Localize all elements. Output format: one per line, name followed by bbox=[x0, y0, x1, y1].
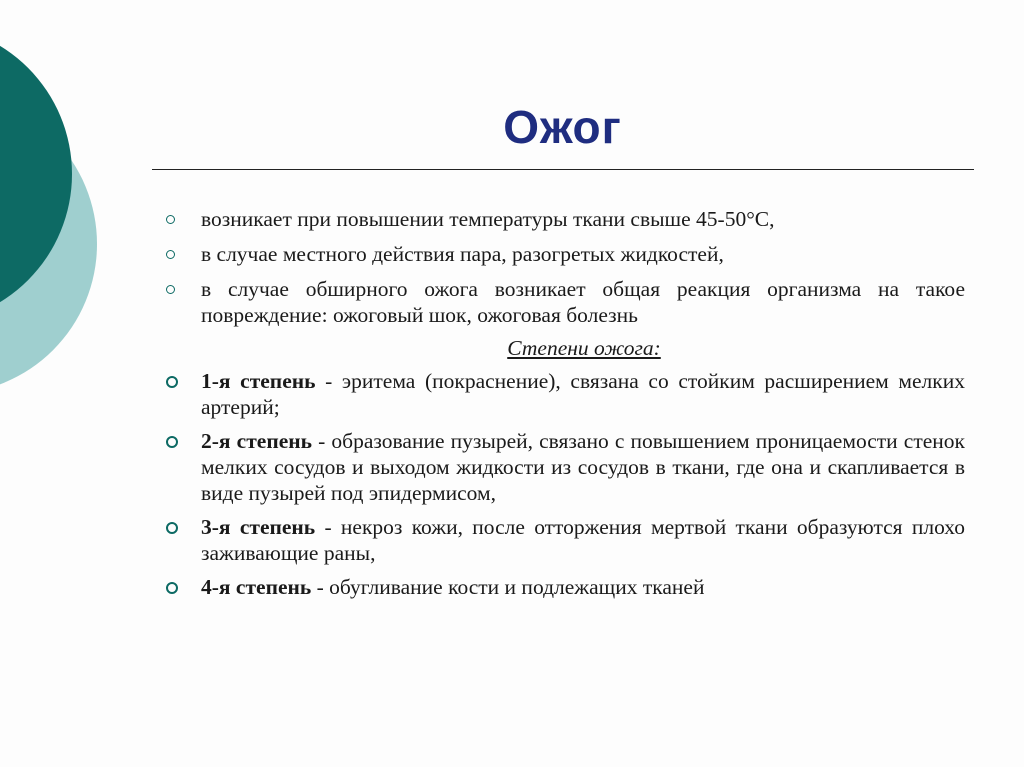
degree-item bbox=[163, 368, 965, 420]
degree-item bbox=[163, 574, 965, 600]
degree-description: - эритема (покраснение), связана со стойким расширением мелких артерий; bbox=[201, 369, 965, 419]
bullet-icon bbox=[166, 582, 178, 594]
title-divider bbox=[152, 169, 974, 170]
list-item bbox=[163, 276, 965, 328]
degree-name: 1-я степень bbox=[201, 369, 316, 393]
degree-name: 4-я степень bbox=[201, 575, 312, 599]
degree-name: 2-я степень bbox=[201, 429, 313, 453]
slide-title: Ожог bbox=[503, 101, 622, 153]
list-item-text: возникает при повышении температуры ткани свыше 45-50°С, bbox=[201, 207, 775, 231]
bullet-icon bbox=[166, 522, 178, 534]
degree-item bbox=[163, 514, 965, 566]
bullet-icon bbox=[166, 436, 178, 448]
degree-description: - обугливание кости и подлежащих тканей bbox=[311, 575, 705, 599]
degrees-subheading: Степени ожога: bbox=[507, 336, 661, 360]
list-item bbox=[163, 241, 965, 267]
degree-name: 3-я степень bbox=[201, 515, 316, 539]
list-item bbox=[163, 206, 965, 232]
degree-description: - некроз кожи, после отторжения мертвой ткани образуются плохо заживающие раны, bbox=[201, 515, 965, 565]
bullet-icon bbox=[166, 285, 175, 294]
bullet-icon bbox=[166, 376, 178, 388]
decorative-circles bbox=[0, 0, 120, 420]
slide-body bbox=[163, 206, 965, 608]
degree-item bbox=[163, 428, 965, 506]
list-item-text: в случае местного действия пара, разогретых жидкостей, bbox=[201, 242, 724, 266]
bullet-icon bbox=[166, 250, 175, 259]
list-item-text: в случае обширного ожога возникает общая реакция организма на такое повреждение: ожоговый шок, ожоговая болезнь bbox=[201, 277, 965, 327]
bullet-icon bbox=[166, 215, 175, 224]
degree-description: - образование пузырей, связано с повышением проницаемости стенок мелких сосудов и выходом жидкости из сосудов в ткани, где она и скапливается в виде пузырей под эпидермисом, bbox=[201, 429, 965, 505]
